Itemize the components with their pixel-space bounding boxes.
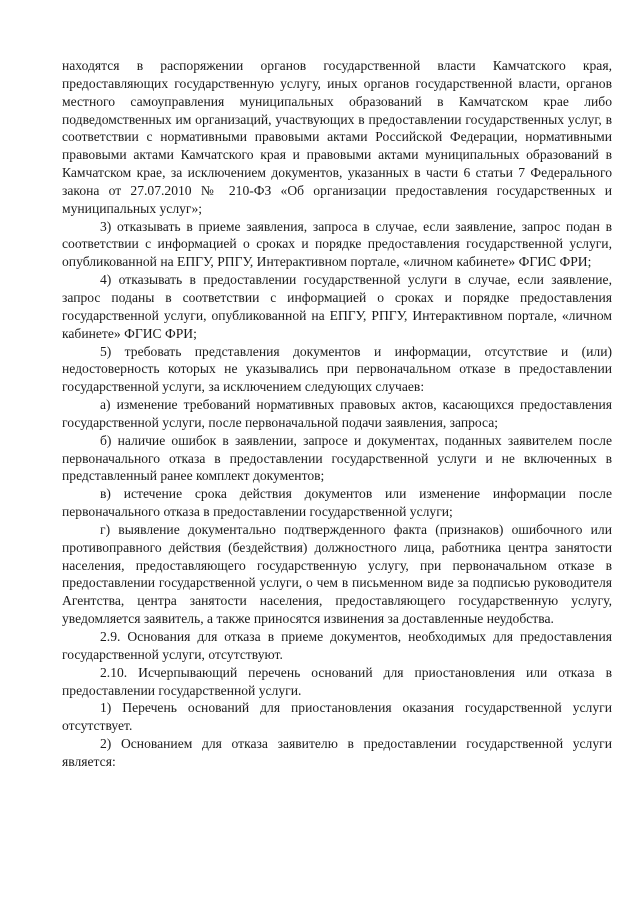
paragraph-section-2-9: 2.9. Основания для отказа в приеме документов, необходимых для предоставления государственной услуги, отсутствуют. <box>62 629 612 662</box>
paragraph-subitem-v: в) истечение срока действия документов или изменение информации после первоначального отказа в предоставлении государственной услуги; <box>62 486 612 520</box>
paragraph-item-4: 4) отказывать в предоставлении государственной услуги в случае, если заявление, запрос поданы в соответствии с информацией о сроках и порядке предоставления государственной услуги, опубликованной на ЕПГУ, РПГУ, Интерактивном портале, «личном кабинете» ФГИС ФРИ; <box>62 272 612 341</box>
paragraph-subitem-a: а) изменение требований нормативных правовых актов, касающихся предоставления государственной услуги, после первоначальной подачи заявления, запроса; <box>62 397 612 430</box>
paragraph-item-3: 3) отказывать в приеме заявления, запроса в случае, если заявление, запрос подан в соответствии с информацией о сроках и порядке предоставления государственной услуги, опубликованной на ЕПГУ, РПГУ, Интерактивном портале, «личном кабинете» ФГИС ФРИ; <box>62 218 612 270</box>
paragraph-subitem-g: г) выявление документально подтвержденного факта (признаков) ошибочного или противоправного действия (бездействия) должностного лица, работника центра занятости населения, предоставляющего государственную услугу, при первоначальном отказе в предоставлении государственной услуги, о чем в письменном виде за подписью руководителя Агентства, центра занятости населения, предоставляющего государственную услугу, уведомляется заявитель, а также приносятся извинения за доставленные неудобства. <box>62 521 612 627</box>
paragraph-continuation: находятся в распоряжении органов государственной власти Камчатского края, предоставляющих государственную услугу, иных органов государственной власти, органов местного самоуправления муниципальных образований в Камчатском крае либо подведомственных им организаций, участвующих в предоставлении государственных услуг, в соответствии с нормативными правовыми актами Российской Федерации, нормативными правовыми актами Камчатского края и правовыми актами муниципальных образований в Камчатском крае, за исключением документов, указанных в части 6 статьи 7 Федерального закона от 27.07.2010 № 210-ФЗ «Об организации предоставления государственных и муниципальных услуг»; <box>62 58 612 216</box>
paragraph-subitem-b: б) наличие ошибок в заявлении, запросе и документах, поданных заявителем после первоначального отказа в предоставлении государственной услуги и не включенных в представленный ранее комплект документов; <box>62 432 612 484</box>
document-page <box>62 57 612 771</box>
paragraph-section-2-10: 2.10. Исчерпывающий перечень оснований для приостановления или отказа в предоставлении государственной услуги. <box>62 664 612 698</box>
paragraph-section-2-10-item-2: 2) Основанием для отказа заявителю в предоставлении государственной услуги является: <box>62 736 612 769</box>
paragraph-section-2-10-item-1: 1) Перечень оснований для приостановления оказания государственной услуги отсутствует. <box>62 700 612 734</box>
paragraph-item-5: 5) требовать представления документов и информации, отсутствие и (или) недостоверность которых не указывались при первоначальном отказе в предоставлении государственной услуги, за исключением следующих случаев: <box>62 343 612 395</box>
